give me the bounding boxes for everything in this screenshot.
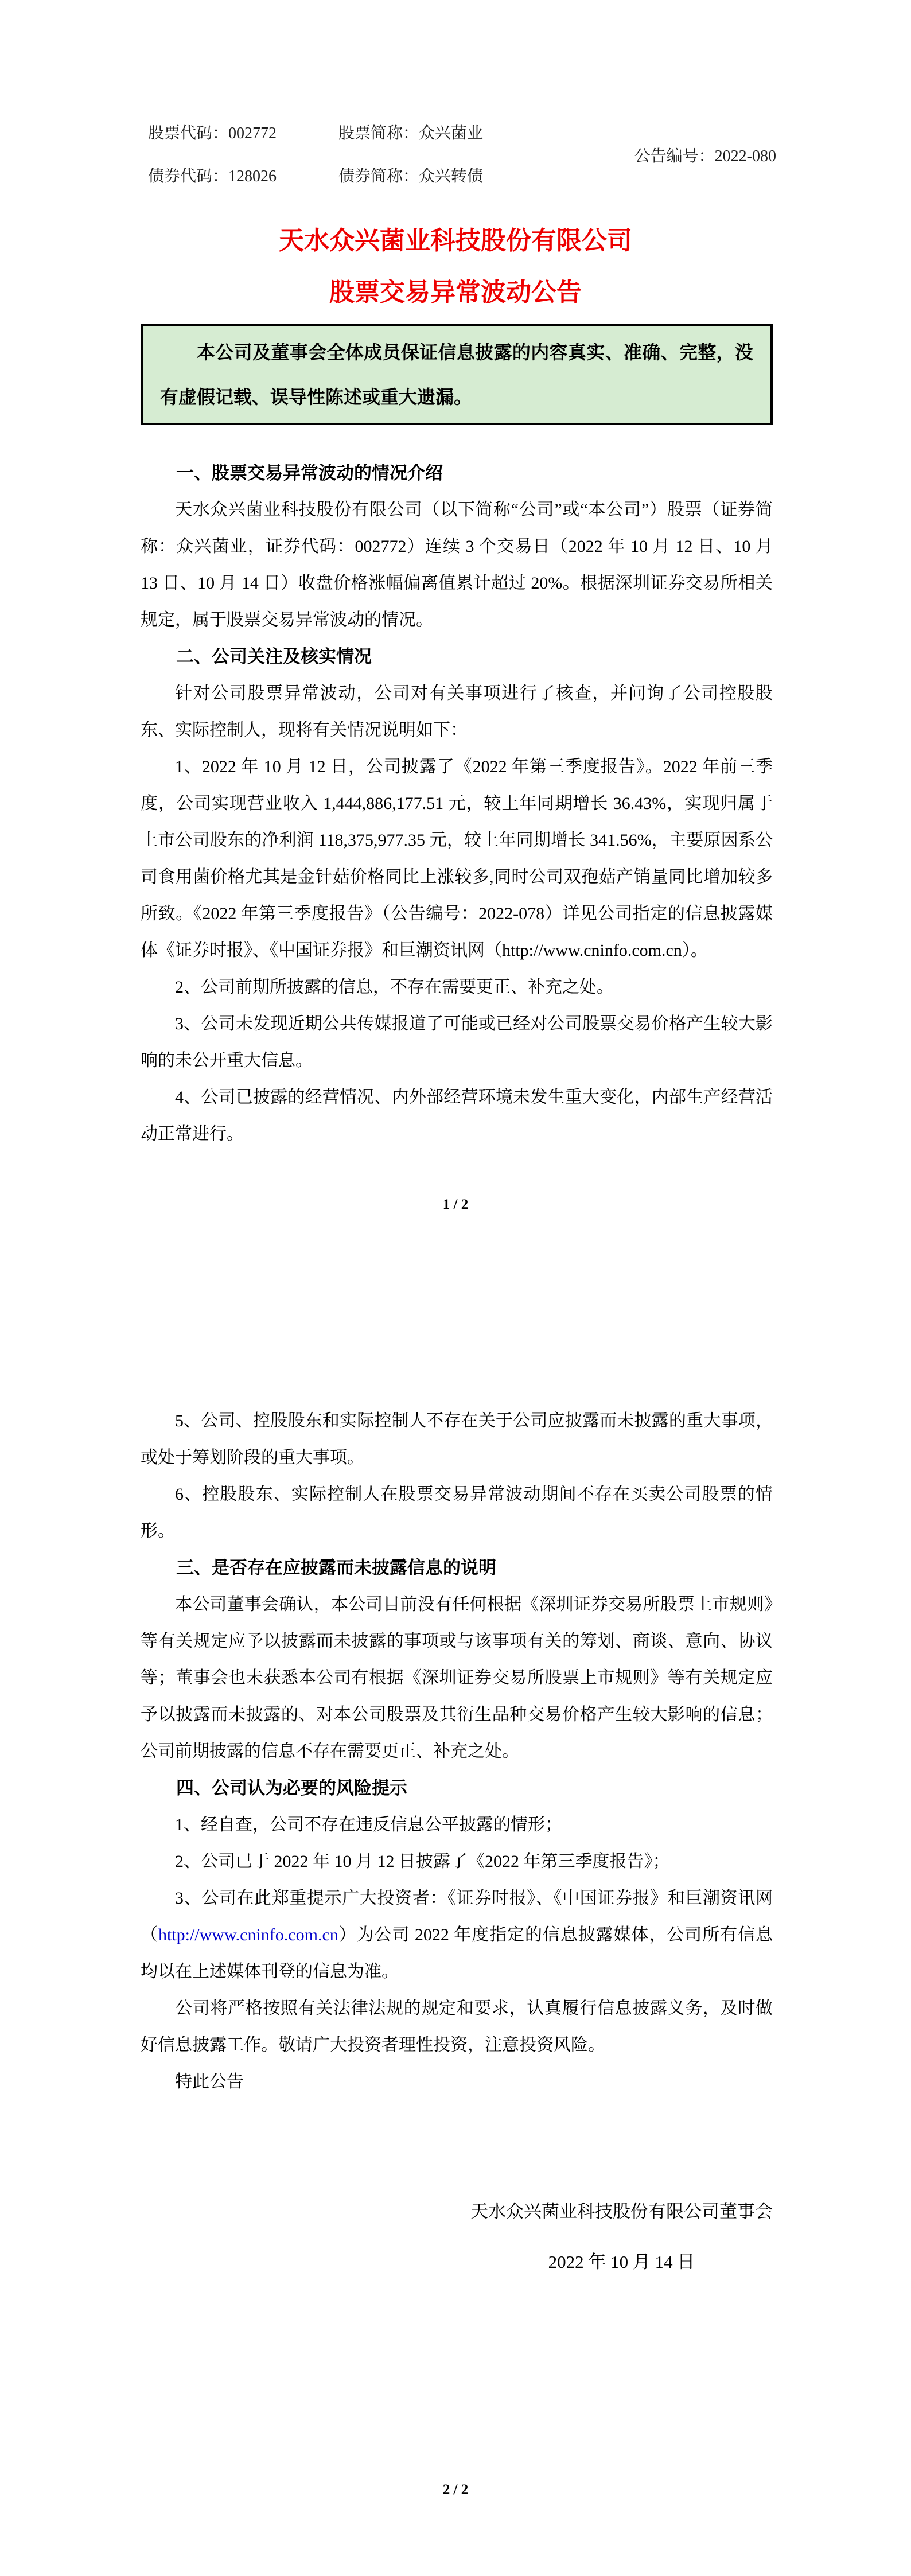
- signature-block: [470, 2186, 773, 2287]
- paragraph-with-link: [141, 1880, 773, 1990]
- notice-box: 本公司及董事会全体成员保证信息披露的内容真实、准确、完整，没有虚假记载、误导性陈述或重大遗漏。: [141, 324, 773, 425]
- cninfo-link[interactable]: http://www.cninfo.com.cn: [158, 1925, 338, 1944]
- paragraph: 4、公司已披露的经营情况、内外部经营环境未发生重大变化，内部生产经营活动正常进行。: [141, 1088, 773, 1143]
- paragraph: 2、公司前期所披露的信息，不存在需要更正、补充之处。: [175, 978, 614, 997]
- document-header: [0, 0, 911, 198]
- signature-company: 天水众兴菌业科技股份有限公司董事会: [470, 2201, 773, 2221]
- paragraph: 公司将严格按照有关法律法规的规定和要求，认真履行信息披露义务，及时做好信息披露工作。敬请广大投资者理性投资，注意投资风险。: [141, 1999, 773, 2054]
- signature-date: 2022 年 10 月 14 日: [548, 2252, 695, 2272]
- paragraph: 特此公告: [175, 2072, 244, 2091]
- stock-short-name: 股票简称：众兴菌业: [338, 124, 484, 142]
- paragraph: 本公司董事会确认，本公司目前没有任何根据《深圳证券交易所股票上市规则》等有关规定应予以披露而未披露的事项或与该事项有关的筹划、商谈、意向、协议等；董事会也未获悉本公司有根据《深圳证券交易所股票上市规则》等有关规定应予以披露而未披露的、对本公司股票及其衍生品种交易价格产生较大影响的信息；公司前期披露的信息不存在需要更正、补充之处。: [141, 1595, 773, 1761]
- paragraph: 3、公司未发现近期公共传媒报道了可能或已经对公司股票交易价格产生较大影响的未公开重大信息。: [141, 1014, 773, 1070]
- paragraph: 天水众兴菌业科技股份有限公司（以下简称“公司”或“本公司”）股票（证券简称：众兴菌业，证券代码：002772）连续 3 个交易日（2022 年 10 月 12 日、10 月 13 日、10 月 14 日）收盘价格涨幅偏离值累计超过 20%。根据深圳证券交易所相关规定，属于股票交易异常波动的情况。: [141, 500, 773, 629]
- paragraph: 1、2022 年 10 月 12 日，公司披露了《2022 年第三季度报告》。2022 年前三季度，公司实现营业收入 1,444,886,177.51 元，较上年同期增长 36.43%，实现归属于上市公司股东的净利润 118,375,977.35 元，较上年同期增长 341.56%，主要原因系公司食用菌价格尤其是金针菇价格同比上涨较多,同时公司双孢菇产销量同比增加较多所致。《2022 年第三季度报告》（公告编号：2022-078）详见公司指定的信息披露媒体《证券时报》、《中国证券报》和巨潮资讯网（http://www.cninfo.com.cn）。: [141, 757, 773, 960]
- document-title: [0, 215, 911, 318]
- title-subject: 股票交易异常波动公告: [329, 278, 582, 306]
- paragraph: 5、公司、控股股东和实际控制人不存在关于公司应披露而未披露的重大事项，或处于筹划阶段的重大事项。: [141, 1411, 773, 1467]
- page-1-body: [0, 455, 911, 1153]
- page-number: 2 / 2: [442, 2482, 469, 2497]
- section-heading-1: 一、股票交易异常波动的情况介绍: [176, 463, 443, 483]
- header-names-column: [338, 112, 483, 198]
- paragraph: 1、经自查，公司不存在违反信息公平披露的情形；: [175, 1815, 562, 1834]
- section-heading-3: 三、是否存在应披露而未披露信息的说明: [176, 1558, 496, 1578]
- section-heading-2: 二、公司关注及核实情况: [176, 647, 372, 667]
- paragraph: 2、公司已于 2022 年 10 月 12 日披露了《2022 年第三季度报告》；: [175, 1852, 670, 1871]
- title-company-name: 天水众兴菌业科技股份有限公司: [279, 227, 632, 255]
- paragraph-text: 3、公司在此郑重提示广大投资者：《证券时报》、《中国证券报》和巨潮资讯网（: [141, 1889, 773, 1944]
- stock-code: 股票代码：002772: [148, 124, 277, 142]
- page-2-body: [0, 1288, 911, 2287]
- announcement-number: 公告编号：2022-080: [634, 147, 776, 165]
- header-codes-column: [148, 112, 277, 198]
- page-2: [0, 1288, 911, 2576]
- paragraph-text: ）为公司 2022 年度指定的信息披露媒体，公司所有信息均以在上述媒体刊登的信息为准。: [141, 1925, 773, 1981]
- page-number: 1 / 2: [442, 1197, 469, 1212]
- paragraph: 针对公司股票异常波动，公司对有关事项进行了核查，并问询了公司控股股东、实际控制人，现将有关情况说明如下：: [141, 684, 773, 740]
- bond-code: 债券代码：128026: [148, 168, 277, 185]
- paragraph: 6、控股股东、实际控制人在股票交易异常波动期间不存在买卖公司股票的情形。: [141, 1485, 773, 1540]
- bond-short-name: 债券简称：众兴转债: [338, 168, 484, 185]
- section-heading-4: 四、公司认为必要的风险提示: [176, 1778, 407, 1798]
